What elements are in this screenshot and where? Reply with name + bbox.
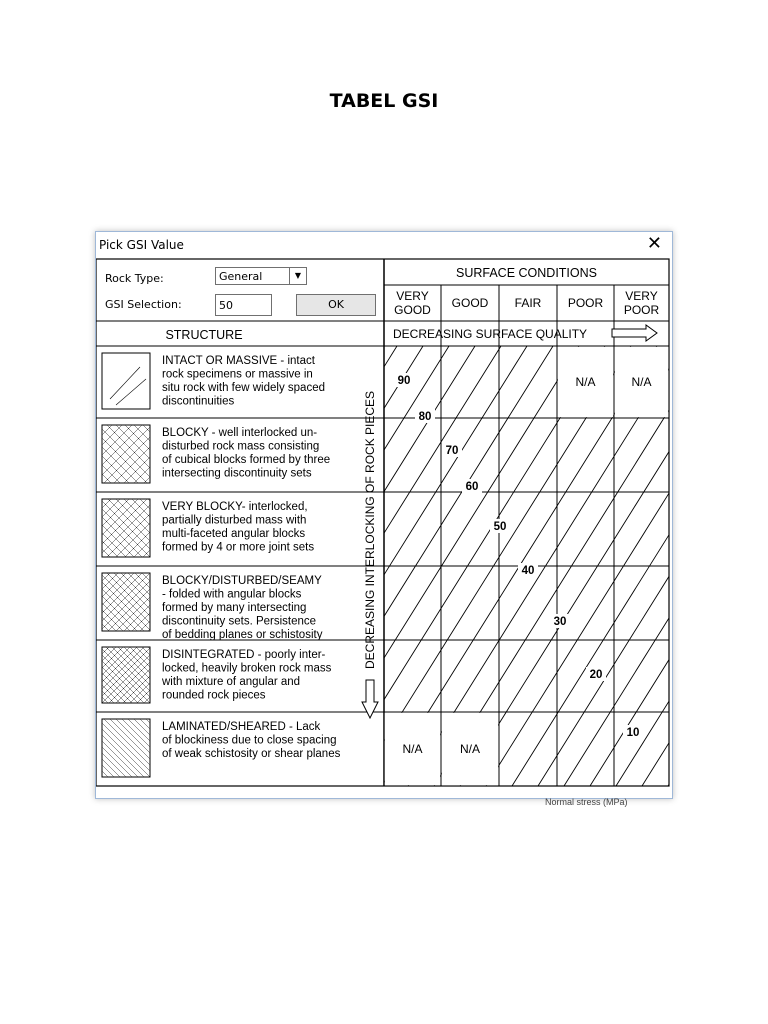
contour-label: 90: [397, 375, 411, 387]
surface-conditions-header: SURFACE CONDITIONS: [456, 266, 597, 280]
rock-type-label: Rock Type:: [105, 272, 164, 285]
background-caption: Normal stress (MPa): [545, 797, 628, 807]
structure-description-line: BLOCKY - well interlocked un-: [162, 427, 318, 439]
column-header-line1: VERY: [396, 289, 429, 303]
contour-label: 60: [465, 481, 479, 493]
dialog-title: Pick GSI Value: [99, 238, 184, 252]
structure-description-line: partially disturbed mass with: [162, 514, 307, 527]
structure-description-line: situ rock with few widely spaced: [162, 382, 325, 394]
structure-description-line: INTACT OR MASSIVE - intact: [162, 355, 315, 367]
column-header-line2: POOR: [623, 303, 660, 317]
structure-description-line: discontinuity sets. Persistence: [162, 615, 317, 628]
structure-description-line: of weak schistosity or shear planes: [162, 748, 341, 760]
structure-description-line: with mixture of angular and: [162, 676, 301, 688]
column-header: GOOD: [451, 296, 489, 310]
rock-type-select[interactable]: [215, 267, 307, 285]
arrow-right-icon: [612, 325, 657, 341]
structure-description-line: locked, heavily broken rock mass: [162, 662, 332, 675]
document-title: TABEL GSI: [329, 90, 439, 112]
gsi-selection-label: GSI Selection:: [105, 298, 182, 311]
dialog-titlebar: [96, 232, 672, 258]
decreasing-surface-quality-label: DECREASING SURFACE QUALITY: [393, 327, 588, 341]
structure-description-line: of blockiness due to close spacing: [162, 734, 337, 747]
contour-label: 40: [521, 565, 535, 577]
gsi-selection-input[interactable]: [215, 294, 272, 316]
na-label: N/A: [402, 742, 423, 756]
structure-description-line: - folded with angular blocks: [162, 588, 302, 601]
close-icon[interactable]: ✕: [646, 233, 662, 254]
structure-description-line: rounded rock pieces: [162, 689, 266, 702]
contour-label: 80: [418, 411, 432, 423]
structure-description-line: of cubical blocks formed by three: [162, 454, 331, 466]
structure-description-line: VERY BLOCKY- interlocked,: [162, 501, 308, 513]
structure-description-line: multi-faceted angular blocks: [162, 528, 306, 540]
contour-label: 50: [493, 521, 507, 533]
ok-button[interactable]: OK: [296, 294, 376, 316]
contour-label: 20: [589, 669, 603, 681]
contour-label: 10: [626, 727, 640, 739]
na-label: N/A: [459, 742, 481, 756]
gsi-chart[interactable]: [96, 232, 672, 798]
structure-description-line: of bedding planes or schistosity: [162, 629, 323, 641]
window-edge: [672, 258, 673, 798]
pick-gsi-dialog: [95, 231, 673, 799]
structure-header: STRUCTURE: [165, 328, 243, 342]
structure-description-line: LAMINATED/SHEARED - Lack: [162, 721, 321, 733]
decreasing-interlocking-label: DECREASING INTERLOCKING OF ROCK PIECES: [363, 390, 377, 669]
contour-label: 30: [553, 616, 567, 628]
structure-description-line: disturbed rock mass consisting: [162, 440, 320, 453]
structure-description-line: rock specimens or massive in: [162, 368, 313, 381]
structure-sketch: [102, 353, 150, 409]
rock-type-value: General: [219, 270, 263, 283]
na-label: N/A: [575, 375, 596, 389]
column-header-line2: GOOD: [394, 303, 431, 317]
column-header: FAIR: [514, 296, 542, 310]
column-header: POOR: [567, 296, 604, 310]
structure-description-line: formed by many intersecting: [162, 602, 307, 614]
structure-description-line: DISINTEGRATED - poorly inter-: [162, 649, 326, 661]
structure-description-line: discontinuities: [162, 395, 235, 408]
structure-description-line: intersecting discontinuity sets: [162, 467, 312, 480]
chevron-down-icon[interactable]: ▼: [289, 268, 306, 284]
structure-description-line: BLOCKY/DISTURBED/SEAMY: [162, 575, 322, 587]
contour-label: 70: [445, 445, 459, 457]
column-header-line1: VERY: [625, 289, 658, 303]
na-label: N/A: [631, 375, 652, 389]
structure-description-line: formed by 4 or more joint sets: [162, 541, 315, 554]
